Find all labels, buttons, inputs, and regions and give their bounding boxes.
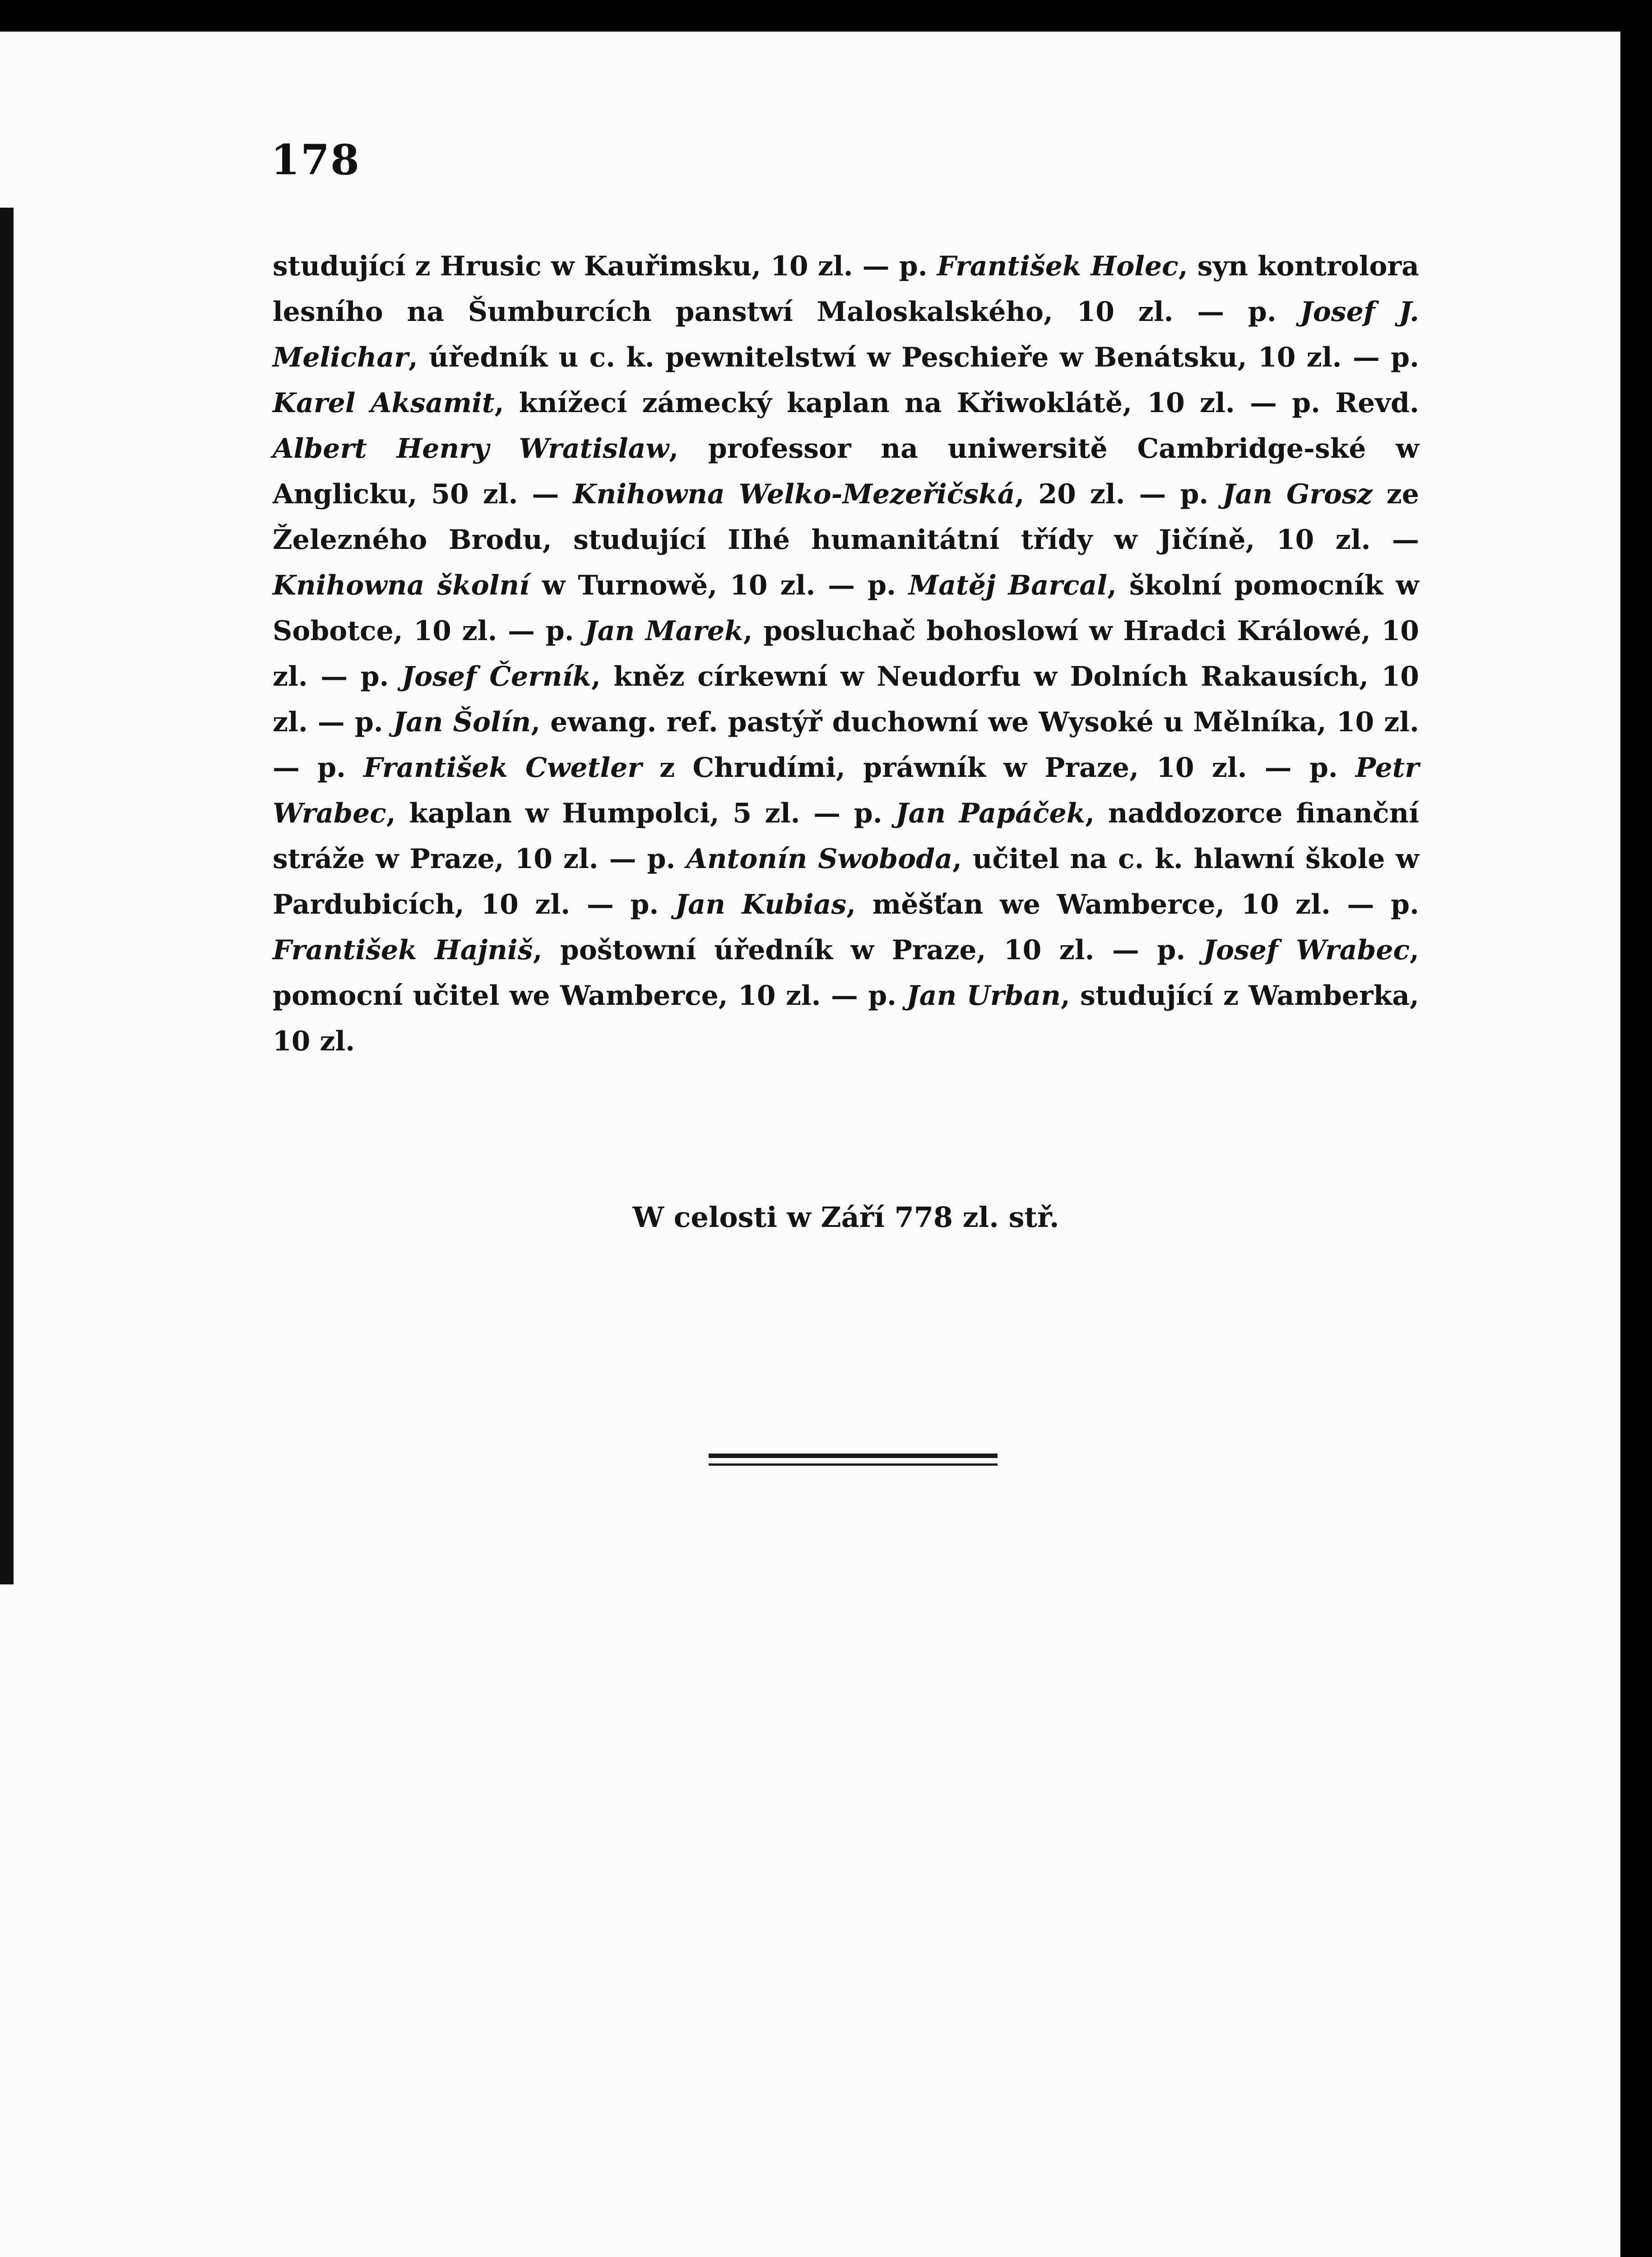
text-run: z Chrudími, práwník w Praze, 10 zl. — p. [641,752,1355,784]
document-page [0,32,1620,2257]
text-run: , posluchač bohoslowí w Hradci Králowé, 10 zl. — p. [273,615,1419,692]
person-name: Josef Černík [401,661,591,692]
text-run: , učitel na c. k. hlawní škole w Pardubicích, 10 zl. — p. [273,843,1419,920]
text-run: , syn kontrolora lesního na Šumburcích panstwí Maloskalského, 10 zl. — p. [273,251,1419,328]
person-name: Petr Wrabec [273,752,1419,829]
text-run: , studující z Wamberka, 10 zl. [273,980,1419,1057]
text-run: , poštowní úředník w Praze, 10 zl. — p. [533,934,1203,966]
person-name: Matěj Barcal [908,570,1108,601]
person-name: Jan Papáček [896,798,1086,829]
person-name: Josef Wrabec [1203,934,1410,966]
text-run: , pomocní učitel we Wamberce, 10 zl. — p. [273,934,1420,1012]
text-run: , knížecí zámecký kaplan na Křiwoklátě, 10 zl. — p. Revd. [494,387,1419,419]
person-name: Jan Marek [585,615,743,647]
person-name: Antonín Swoboda [686,843,953,875]
person-name: František Hajniš [273,934,533,966]
text-run: , 20 zl. — p. [1015,478,1223,510]
person-name: Jan Urban [906,980,1061,1012]
person-name: Knihowna školní [273,570,529,601]
binding-shadow [0,208,14,1584]
text-run: , professor na uniwersitě Cambridge-ské w Anglicku, 50 zl. — [273,433,1419,510]
closing-rule-thick [709,1454,998,1458]
person-name: Knihowna Welko-Mezeřičská [573,478,1015,510]
text-run: , kněz církewní w Neudorfu w Dolních Rakausích, 10 zl. — p. [273,661,1419,738]
closing-rule-thin [709,1463,998,1466]
text-run: ze Železného Brodu, studující IIhé humanitátní třídy w Jičíně, 10 zl. — [273,478,1420,556]
person-name: Josef J. Melichar [273,296,1420,373]
text-run: , měšťan we Wamberce, 10 zl. — p. [846,889,1419,920]
person-name: Jan Šolín [393,706,531,738]
person-name: František Cwetler [363,752,642,784]
text-run: w Turnowě, 10 zl. — p. [529,570,909,601]
person-name: Karel Aksamit [273,387,495,419]
scan-edge [1620,0,1652,2257]
total-sum-line: W celosti w Září 778 zl. stř. [632,1201,1059,1234]
text-run: , kaplan w Humpolci, 5 zl. — p. [386,798,896,829]
person-name: Jan Grosz [1222,478,1373,510]
text-run: , školní pomocník w Sobotce, 10 zl. — p. [273,570,1420,647]
text-run: , úředník u c. k. pewnitelstwí w Peschieře w Benátsku, 10 zl. — p. [408,342,1419,373]
person-name: Albert Henry Wratislaw [273,433,669,464]
text-run: studující z Hrusic w Kauřimsku, 10 zl. — p. [273,251,937,282]
donor-list-paragraph [273,244,1419,1064]
person-name: František Holec [937,251,1179,282]
text-run: , ewang. ref. pastýř duchowní we Wysoké u Mělníka, 10 zl. — p. [273,706,1419,784]
text-run: , naddozorce finanční stráže w Praze, 10 zl. — p. [273,798,1419,875]
page-number: 178 [271,135,361,184]
person-name: Jan Kubias [675,889,847,920]
